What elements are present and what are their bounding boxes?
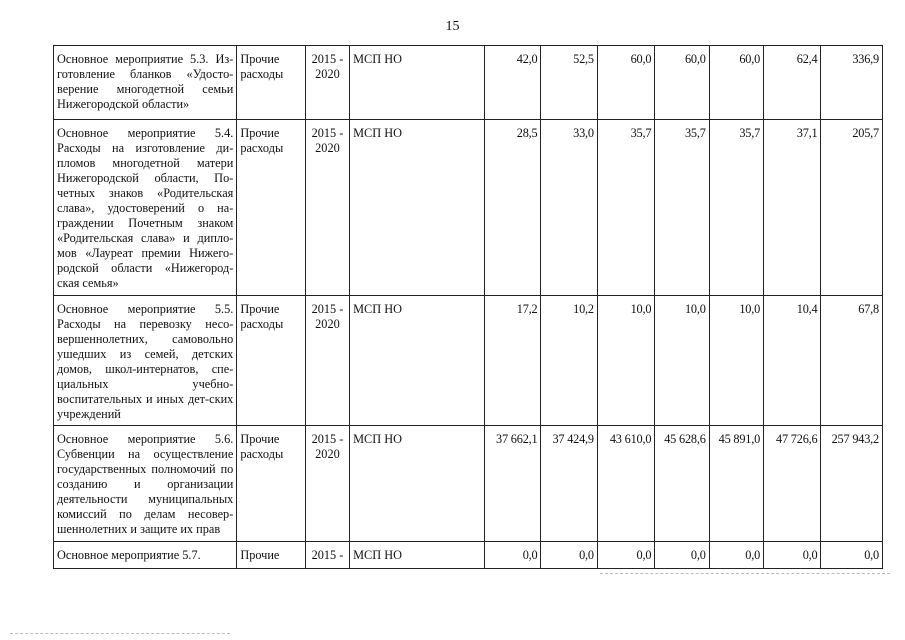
value-2018: 10,0 — [655, 296, 709, 426]
program-measures-table — [53, 45, 883, 569]
value-2017: 10,0 — [597, 296, 654, 426]
expense-type: Прочие расходы — [237, 46, 305, 120]
value-2019: 10,0 — [709, 296, 763, 426]
value-2019: 45 891,0 — [709, 426, 763, 542]
implementation-years: 2015 - 2020 — [305, 120, 349, 296]
value-2015: 42,0 — [485, 46, 541, 120]
value-2020: 37,1 — [764, 120, 821, 296]
measure-description: Основное мероприятие 5.6. Субвенции на осуществление государственных полномочий по созданию и организации деятельности муниципальных комиссий по делам несовер-шеннолетних и защите их прав — [54, 426, 237, 542]
value-2015: 17,2 — [485, 296, 541, 426]
value-2017: 0,0 — [597, 542, 654, 569]
scan-artifact-line — [600, 573, 890, 574]
executor: МСП НО — [350, 426, 485, 542]
value-2019: 0,0 — [709, 542, 763, 569]
value-2016: 10,2 — [541, 296, 597, 426]
measure-description: Основное мероприятие 5.4. Расходы на изготовление ди-пломов многодетной матери Нижегородской области, По-четных знаков «Родительская слава», удостоверений о на-граждении Почетным знаком «Родительская слава» и дипло-мов «Лауреат премии Нижего-родской области «Нижегород-ская семья» — [54, 120, 237, 296]
executor: МСП НО — [350, 46, 485, 120]
value-2016: 52,5 — [541, 46, 597, 120]
value-total: 67,8 — [821, 296, 883, 426]
value-2016: 0,0 — [541, 542, 597, 569]
table-row — [54, 296, 883, 426]
value-2019: 35,7 — [709, 120, 763, 296]
measure-description: Основное мероприятие 5.7. — [54, 542, 237, 569]
scan-artifact-line — [10, 633, 230, 634]
implementation-years: 2015 - — [305, 542, 349, 569]
executor: МСП НО — [350, 120, 485, 296]
implementation-years: 2015 - 2020 — [305, 426, 349, 542]
expense-type: Прочие расходы — [237, 120, 305, 296]
executor: МСП НО — [350, 296, 485, 426]
value-2020: 47 726,6 — [764, 426, 821, 542]
measure-description: Основное мероприятие 5.5. Расходы на перевозку несо-вершеннолетних, самовольно ушедших из семей, детских домов, школ-интернатов, спе-циальных учебно-воспитательных и иных дет-ских учреждений — [54, 296, 237, 426]
value-2019: 60,0 — [709, 46, 763, 120]
table-row — [54, 542, 883, 569]
value-2017: 35,7 — [597, 120, 654, 296]
value-2017: 60,0 — [597, 46, 654, 120]
value-2020: 10,4 — [764, 296, 821, 426]
value-2016: 33,0 — [541, 120, 597, 296]
value-2018: 35,7 — [655, 120, 709, 296]
measure-description: Основное мероприятие 5.3. Из-готовление бланков «Удосто-верение многодетной семьи Нижегородской области» — [54, 46, 237, 120]
value-2020: 0,0 — [764, 542, 821, 569]
page-number: 15 — [445, 19, 460, 34]
value-total: 257 943,2 — [821, 426, 883, 542]
value-2017: 43 610,0 — [597, 426, 654, 542]
executor: МСП НО — [350, 542, 485, 569]
value-2018: 0,0 — [655, 542, 709, 569]
value-2018: 45 628,6 — [655, 426, 709, 542]
table-row — [54, 426, 883, 542]
table-row — [54, 46, 883, 120]
value-2015: 0,0 — [485, 542, 541, 569]
value-total: 336,9 — [821, 46, 883, 120]
value-2015: 28,5 — [485, 120, 541, 296]
value-2016: 37 424,9 — [541, 426, 597, 542]
table-row — [54, 120, 883, 296]
implementation-years: 2015 - 2020 — [305, 296, 349, 426]
expense-type: Прочие — [237, 542, 305, 569]
value-2020: 62,4 — [764, 46, 821, 120]
value-total: 0,0 — [821, 542, 883, 569]
value-2018: 60,0 — [655, 46, 709, 120]
value-2015: 37 662,1 — [485, 426, 541, 542]
value-total: 205,7 — [821, 120, 883, 296]
expense-type: Прочие расходы — [237, 426, 305, 542]
expense-type: Прочие расходы — [237, 296, 305, 426]
implementation-years: 2015 - 2020 — [305, 46, 349, 120]
